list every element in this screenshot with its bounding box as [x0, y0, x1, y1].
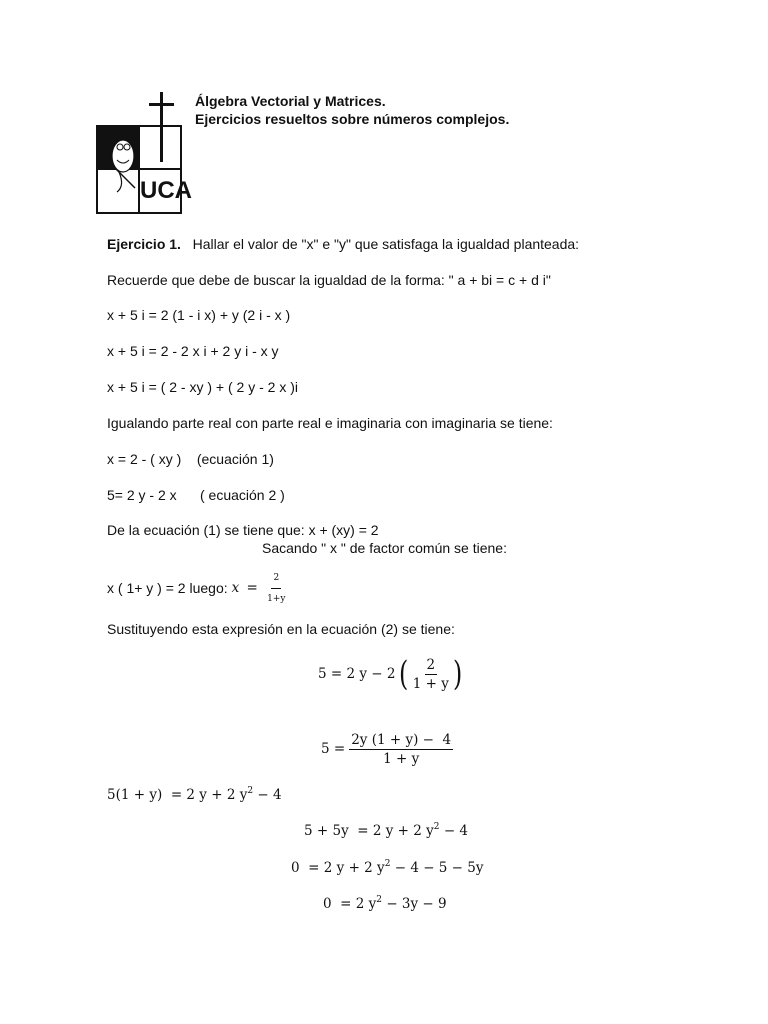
math-line-1-fraction — [411, 657, 451, 692]
math-line-3 — [107, 787, 282, 803]
math-line-5 — [291, 860, 484, 876]
equation-line-1: x + 5 i = 2 (1 - i x) + y (2 i - x ) — [107, 307, 291, 323]
doc-title: Álgebra Vectorial y Matrices. — [195, 93, 386, 109]
math-line-1-denominator: 1 + y — [412, 675, 449, 692]
equation-line-3: x + 5 i = ( 2 - xy ) + ( 2 y - 2 x )i — [107, 379, 298, 395]
math-line-6 — [323, 896, 447, 912]
math-line-5-a: 0 = 2 y + 2 y — [291, 860, 385, 876]
math-line-2 — [321, 728, 453, 770]
exercise-heading — [107, 235, 579, 253]
equation-line-2: x + 5 i = 2 - 2 x i + 2 y i - x y — [107, 343, 279, 359]
x-fraction — [265, 569, 287, 608]
math-line-6-b: − 3y − 9 — [382, 896, 447, 912]
math-line-3-b: − 4 — [253, 787, 282, 803]
x-fraction-numerator: 2 — [271, 569, 281, 589]
x-formula — [232, 569, 288, 608]
exponent: 2 — [433, 822, 440, 832]
math-line-5-b: − 4 − 5 − 5y — [390, 860, 484, 876]
math-line-2-fraction — [349, 732, 453, 767]
math-line-4-a: 5 + 5y = 2 y + 2 y — [304, 823, 434, 839]
math-line-1: 5 = 2 y − 2 ( $\frac{2}{1 + y}$ ) — [318, 654, 463, 694]
x-variable: x — [231, 579, 240, 596]
math-line-2-lhs: 5 = — [321, 741, 346, 757]
owl-icon — [112, 140, 135, 192]
math-line-2-numerator: 2y (1 + y) − 4 — [351, 731, 452, 748]
equation-2: 5= 2 y - 2 x ( ecuación 2 ) — [107, 487, 285, 503]
factor-text: Sacando " x " de factor común se tiene: — [262, 540, 507, 556]
reminder-text: Recuerde que debe de buscar la igualdad de la forma: " a + bi = c + d i" — [107, 272, 551, 288]
doc-subtitle: Ejercicios resueltos sobre números complejos. — [195, 111, 510, 127]
math-line-4-b: − 4 — [439, 823, 469, 839]
math-line-6-a: 0 = 2 y — [323, 896, 377, 912]
math-line-3-a: 5(1 + y) = 2 y + 2 y — [107, 787, 248, 803]
exercise-label: Ejercicio 1. — [107, 236, 181, 252]
math-line-2-denominator: 1 + y — [383, 750, 420, 767]
from-equation-1: De la ecuación (1) se tiene que: x + (xy) = 2 — [107, 522, 379, 538]
exponent: 2 — [247, 786, 254, 796]
exponent: 2 — [384, 859, 391, 869]
then-line — [107, 570, 288, 606]
uca-logo — [95, 90, 192, 216]
x-fraction-denominator: 1+y — [267, 593, 286, 604]
then-prefix: x ( 1+ y ) = 2 luego: — [107, 580, 228, 596]
equating-text: Igualando parte real con parte real e imaginaria con imaginaria se tiene: — [107, 415, 553, 431]
substituting-text: Sustituyendo esta expresión en la ecuación (2) se tiene: — [107, 621, 455, 637]
math-line-1-lhs: 5 = 2 y − 2 — [318, 666, 396, 682]
math-line-1-numerator: 2 — [426, 656, 436, 673]
equals-sign: = — [246, 579, 258, 596]
exponent: 2 — [376, 895, 383, 905]
equation-1: x = 2 - ( xy ) (ecuación 1) — [107, 451, 274, 467]
exercise-prompt: Hallar el valor de "x" e "y" que satisfaga la igualdad planteada: — [192, 236, 580, 252]
logo-letters: UCA — [140, 177, 192, 204]
math-line-4 — [304, 823, 468, 839]
cross-horizontal-bar — [149, 103, 174, 106]
